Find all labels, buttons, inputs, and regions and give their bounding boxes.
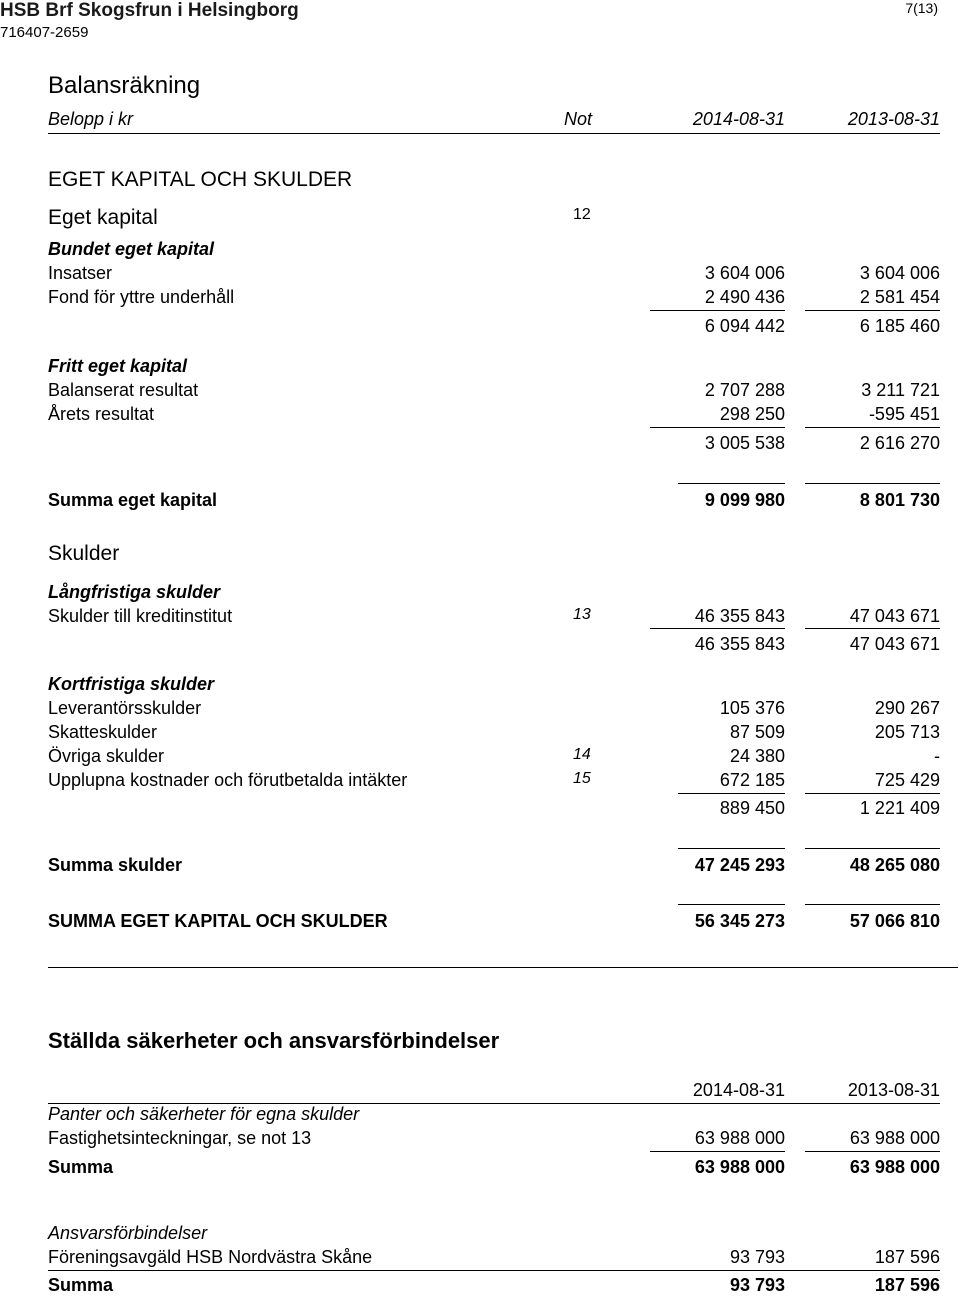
total-line [805,848,940,849]
total-line [805,483,940,484]
subtotal-row: 889 450 1 221 409 [719,798,940,818]
section-divider [48,967,958,968]
free-equity-title: Fritt eget kapital [48,356,188,376]
equity-heading [48,206,940,228]
subtotal-line [805,310,940,311]
table-row: Årets resultat 298 250 -595 451 [48,404,940,424]
subtotal-line [805,628,940,629]
table-row: Balanserat resultat 2 707 288 3 211 721 [48,380,940,400]
subtotal-line [650,310,785,311]
subtotal-row: 46 355 843 47 043 671 [694,634,940,654]
table-row: Fond för yttre underhåll 2 490 436 2 581 454 [48,287,940,307]
long-term-title: Långfristiga skulder [48,582,221,602]
table-row: Upplupna kostnader och förutbetalda intäkter 15 672 185 725 429 [48,770,940,790]
header-divider [48,133,940,134]
pledged-heading [48,1104,940,1126]
table-row: Skulder till kreditinstitut 13 46 355 843 47 043 671 [48,606,940,626]
long-term-heading [48,582,940,604]
pledges-previous-year-header: 2013-08-31 [847,1080,940,1100]
total-row: Summa 93 793 187 596 [48,1275,940,1295]
organization-name: HSB Brf Skogsfrun i Helsingborg [0,0,299,21]
total-line [805,904,940,905]
subtotal-line [650,1151,785,1152]
short-term-heading [48,674,940,696]
total-line [678,483,785,484]
amount-column-label: Belopp i kr [48,109,134,129]
subtotal-row: 6 094 442 6 185 460 [704,316,940,336]
grand-total-row: SUMMA EGET KAPITAL OCH SKULDER 56 345 273 57 066 810 [48,911,940,931]
organization-number: 716407-2659 [0,24,89,41]
table-row: Fastighetsinteckningar, se not 13 63 988 000 63 988 000 [48,1128,940,1148]
pledges-column-headers [48,1080,940,1102]
subtotal-line [48,1270,940,1271]
subtotal-line [805,1151,940,1152]
total-row: Summa 63 988 000 63 988 000 [48,1157,940,1177]
subtotal-row: 3 005 538 2 616 270 [704,433,940,453]
liabilities-title: Skulder [48,542,120,565]
total-row: Summa skulder 47 245 293 48 265 080 [48,855,940,875]
section-heading [48,168,940,190]
table-row: Föreningsavgäld HSB Nordvästra Skåne 93 793 187 596 [48,1247,940,1267]
balance-sheet-title: Balansräkning [48,72,201,99]
section-title: EGET KAPITAL OCH SKULDER [48,168,353,191]
liabilities-heading [48,542,940,564]
total-line [678,848,785,849]
restricted-equity-title: Bundet eget kapital [48,239,215,259]
current-year-header: 2014-08-31 [692,109,785,129]
page-number: 7(13) [905,0,938,16]
note-column-header: Not [564,109,593,129]
pledged-title: Panter och säkerheter för egna skulder [48,1104,360,1124]
table-row: Leverantörsskulder 105 376 290 267 [48,698,940,718]
total-line [678,904,785,905]
contingent-heading [48,1223,940,1245]
short-term-title: Kortfristiga skulder [48,674,215,694]
pledges-title: Ställda säkerheter och ansvarsförbindelser [48,1028,500,1053]
total-row: Summa eget kapital 9 099 980 8 801 730 [48,490,940,510]
table-row: Insatser 3 604 006 3 604 006 [48,263,940,283]
subtotal-line [805,427,940,428]
free-equity-heading [48,356,940,378]
table-row: Övriga skulder 14 24 380 - [48,746,940,766]
subtotal-line [805,793,940,794]
equity-title: Eget kapital [48,206,158,229]
previous-year-header: 2013-08-31 [847,109,940,129]
subtotal-line [678,793,785,794]
pledges-current-year-header: 2014-08-31 [692,1080,785,1100]
table-row: Skatteskulder 87 509 205 713 [48,722,940,742]
contingent-title: Ansvarsförbindelser [48,1223,208,1243]
equity-note: 12 [573,206,591,223]
restricted-equity-heading [48,239,940,261]
subtotal-line [650,628,785,629]
subtotal-line [650,427,785,428]
